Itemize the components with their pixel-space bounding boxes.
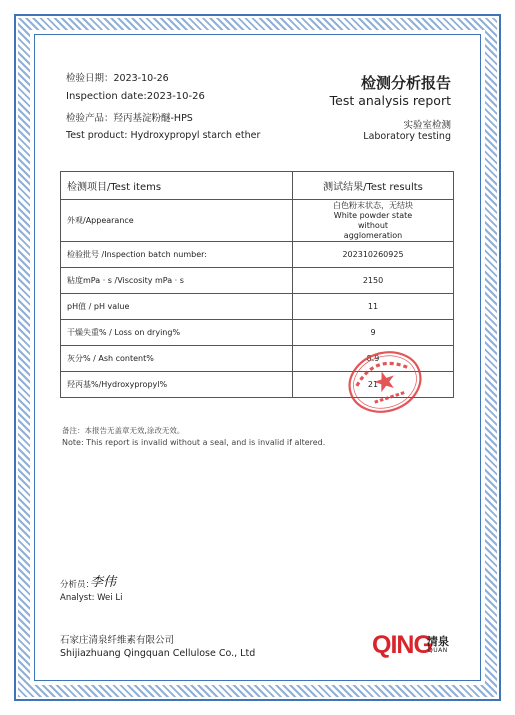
logo-en: QUAN: [428, 647, 448, 654]
table-header-row: [61, 172, 454, 200]
inspection-date-cn: 检验日期：2023-10-26: [66, 73, 169, 84]
item-ph: pH值 / pH value: [61, 294, 293, 320]
item-loss-on-drying: 干燥失重% / Loss on drying%: [61, 320, 293, 346]
item-appearance: 外观/Appearance: [61, 200, 293, 242]
lab-testing-cn: 实验室检测: [403, 120, 451, 131]
report-title-cn: 检测分析报告: [360, 74, 451, 92]
result-viscosity: 2150: [293, 268, 454, 294]
qingquan-logo: [372, 631, 462, 663]
header-test-results: 测试结果/Test results: [293, 172, 454, 200]
header-test-items: 检测项目/Test items: [61, 172, 293, 200]
inspection-date-en: Inspection date:2023-10-26: [66, 91, 205, 102]
result-hydroxypropyl: 21: [293, 372, 454, 398]
report-title-en: Test analysis report: [329, 93, 451, 108]
item-viscosity: 粘度mPa · s /Viscosity mPa · s: [61, 268, 293, 294]
analyst-label-cn: 分析员：: [60, 580, 95, 590]
logo-cn: 清泉: [427, 635, 449, 648]
result-loss-on-drying: 9: [293, 320, 454, 346]
result-appearance-cn: 白色粉末状态，无结块: [333, 201, 413, 210]
table-row: [61, 268, 454, 294]
company-name-cn: 石家庄清泉纤维素有限公司: [60, 635, 175, 646]
test-product-en: Test product: Hydroxypropyl starch ether: [66, 130, 261, 141]
analyst-name-en: Analyst: Wei Li: [60, 593, 123, 603]
table-row: [61, 242, 454, 268]
result-ph: 11: [293, 294, 454, 320]
test-product-cn: 检验产品：羟丙基淀粉醚-HPS: [66, 113, 193, 124]
note-en: Note: This report is invalid without a seal, and is invalid if altered.: [62, 438, 326, 447]
result-batch-number: 202310260925: [293, 242, 454, 268]
analyst-signature: 李伟: [90, 575, 117, 590]
result-appearance: [293, 200, 454, 242]
table-row: [61, 200, 454, 242]
item-hydroxypropyl: 羟丙基%/Hydroxypropyl%: [61, 372, 293, 398]
table-row: [61, 294, 454, 320]
item-batch-number: 检验批号 /Inspection batch number:: [61, 242, 293, 268]
lab-testing-en: Laboratory testing: [363, 131, 451, 142]
item-ash-content: 灰分% / Ash content%: [61, 346, 293, 372]
company-name-en: Shijiazhuang Qingquan Cellulose Co., Ltd: [60, 648, 256, 659]
red-company-seal: [345, 347, 425, 417]
result-ash-content: 8.9: [293, 346, 454, 372]
table-row: [61, 320, 454, 346]
result-appearance-en: White powder state without agglomeration: [333, 211, 413, 240]
logo-mark: QING: [372, 631, 432, 659]
note-cn: 备注：本报告无盖章无效,涂改无效。: [62, 426, 185, 435]
